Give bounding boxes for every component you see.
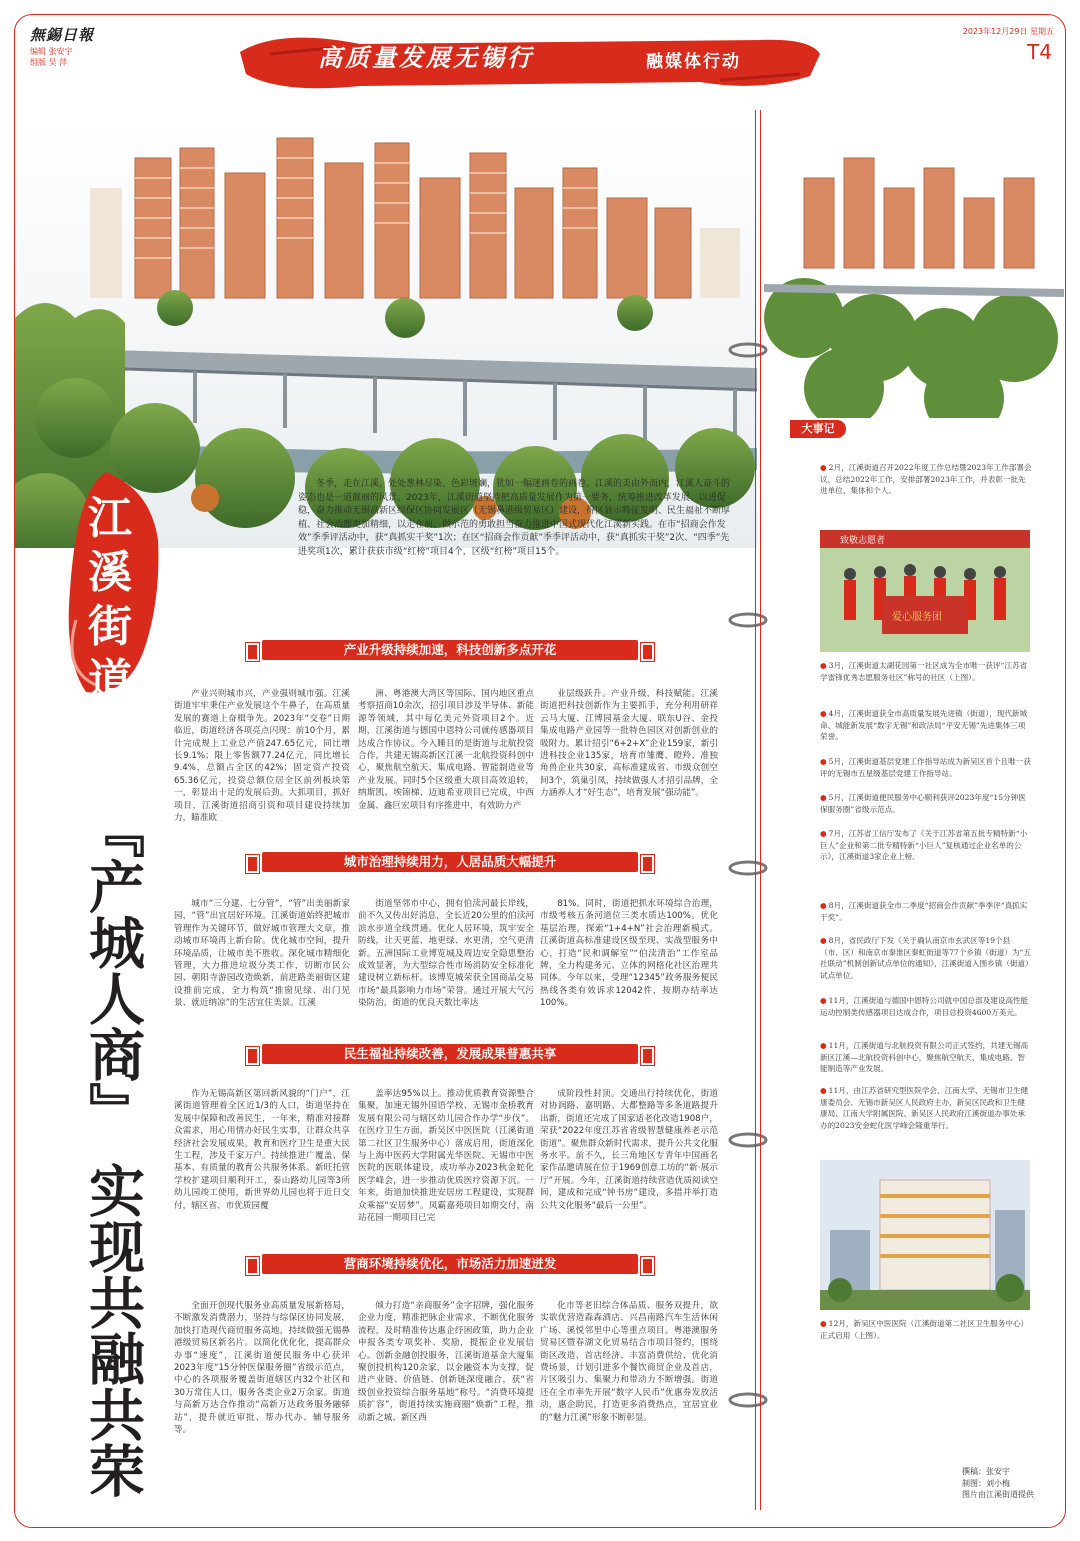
headline-bottom: 实现共融共荣 (80, 1162, 146, 1498)
binder-ring-icon (728, 1390, 768, 1410)
binder-ring-icon (728, 858, 768, 878)
editor-credits (30, 46, 73, 68)
graphic-credit: 制图：刘小梅 (962, 1478, 1010, 1488)
chronicle-item: ● 4月，江溪街道获全市高质量发展先进镇（街道），现代新城命、城能新发展“数字无锡”和政法局“平安无锡”先进集体三项荣誉。 (820, 708, 1032, 743)
hospital-photo (820, 1160, 1030, 1310)
article-column: 业层级跃升。产业升级，科技赋能。江溪街道把科技创新作为主要抓手，充分利用研祥云马大厦、江博园基金大厦、联东U谷、金投集成电路产业园等一批特色园区对创新创业的吸附力。累计招引“6+2+X”企业159家，新引进科技企业135家，培育市雏鹰、瞪羚、准独角兽企业共30家，高标准建成省、市级众创空间3个，筑巢引凤，持续做强人才招引品牌，全力涵养人才“好生态”，培育发展“强动能”。 (540, 689, 718, 799)
article-column: 倾力打造“亲商服务”金字招牌，强化服务企业力度，精准把脉企业需求，不断优化服务流程，及时精准传达惠企纾困政策，助力企业申报各类专项奖补、奖励，提振企业发展信心。创新金融创投服务，江溪街道基金大厦集聚创投机构120余家，以金融资本为支撑，促进产业链、价值链、创新链深度融合，获“省级创业投资综合服务基地”称号。“消费环境提质扩容”，街道持续实施商圈“焕新”工程，推动新之城、新区西 (358, 1301, 534, 1423)
article-column: 产业兴则城市兴，产业强则城市强。江溪街道牢牢秉住产业发展这个牛鼻子，在高质量发展的赛道上奋楫争先。2023年“交卷”日期临近，街道经济各项亮点闪现：前10个月，累计完成规上工业总产值247.65亿元，同比增长9.1%；限上零售额77.24亿元，同比增长9.4%，总额占全区的42%；固定资产投资65.36亿元，投资总额位居全区前列板块第一，彰显出十足的发展后劲。大抓项目，抓好项目，江溪街道招商引资和项目建设持续加力，瞄准欧 (174, 689, 350, 824)
article-column: 81%。同时，街道把抓水环境综合治理，市级考核五条河道位三类水质达100%。优化基层治理，探索“1+4+N”社会治理新模式。江溪街道高标准建设区级至现、实战型服务中心，打造“民和调解室”“伯渎清治”工作室品牌，全力构建务元、立体的网格化社区治理共同体。今年以来，受理“12345”政务服务便民热线各类有效诉求12042件，按期办结率达100%。 (540, 899, 718, 1009)
binder-ring-icon (728, 610, 768, 630)
photo-banner-text: 致敬志愿者 (840, 536, 886, 546)
volunteers-illustration (820, 530, 1030, 652)
chronicle-item: ● 8月，江溪街道获全市二季度“招商会作贡献”季季评“真抓实干奖”。 (820, 900, 1032, 923)
chronicle-item: ● 3月，江溪街道太湖花园第一社区成为全市唯一获评“江苏省学雷锋优秀志愿服务社区”称号的社区（上图）。 (820, 660, 1032, 683)
article-column: 作为无锡高新区第回新风貌的“门户”，江溪街道管理着全区近1/3的人口，街道坚持在发展中保障和改善民生，一年来，精准对接群众需求，用心用情办好民生实事，让群众共享经济社会发展成果。教育和医疗卫生是重大民生工程，涉及千家万户。持续推进广覆盖、保基本、有质量的教育公共服务体系。新旺托管学校扩建项目顺利开工，泰山路幼儿园等3所幼儿园竣工使用，新世界幼儿园也将于近日交付，辖区省、市优质园覆 (174, 1089, 350, 1211)
newspaper-logo: 無錫日報 (30, 26, 95, 44)
district-char: 道 (88, 655, 132, 706)
chronicle-item: ● 11月，江溪街道与德国中恩特公司就中国总部及建设高性能运动控制类传感器项目达成合作，项目总投资4600万美元。 (820, 995, 1032, 1018)
writer-credit: 撰稿：张安宇 (962, 1467, 1010, 1476)
layout-line: 组版 吴 萍 (30, 58, 68, 67)
editor-line: 编辑 张安宇 (30, 47, 73, 56)
binder-ring-icon (728, 1130, 768, 1150)
chronicle-item: ● 7月，江苏省工信厅发布了《关于江苏省第五批专精特新“小巨人”企业和第二批专精特新“小巨人”复核通过企业名单的公示》，江溪街道3家企业上榜。 (820, 828, 1032, 863)
chronicle-item: ● 2月，江溪街道召开2022年度工作总结暨2023年工作部署会议，总结2022年工作，安排部署2023年工作，并表彰一批先进单位、集体和个人。 (820, 462, 1032, 497)
page-number: T4 (1027, 40, 1052, 64)
district-char: 街 (88, 601, 132, 652)
article-column: 化市等老旧综合体品质、服务双提升，欲实欲优营造森森酒店、兴昌南路汽车生活休闲广场、溪悦邻里中心等重点项目。粤港澳服务贸易区暨春湖文化贸易结合市项目签约，围绕街区改造、首店经济、丰富消费供给、优化消费场景，计划引进多个餐饮商贸企业及首店，片区吸引力、集聚力和带动力不断增强。街道还在全市率先开展“数字人民币”优惠券发放活动，惠企助民，打造更多消费热点，宜居宜业的“魅力江溪”形象不断彰显。 (540, 1301, 718, 1423)
chronicle-item: ● 8月，省民政厅下发《关于确认南京市玄武区等19个县（市、区）和南京市秦淮区秦虹街道等77个乡镇（街道）为“五社联动”机制创新试点单位的通知》，江溪街道入围乡镇（街道）试点单位。 (820, 935, 1032, 981)
article-column: 街道坚邻市中心，拥有伯渎河最长岸线，前不久又传出好消息，全长近20公里的伯渎河滨水步道全线贯通。优化人居环境，筑牢安全防线，让天更蓝、地更绿、水更清，空气更清新。五洲国际工业博览城及周边安全隐患整治成效显著，为大型综合性市场消防安全标准化建设树立新标杆。该博览城荣获全国商品交易市场“最具影响力市场”荣誉。通过开展大气污染防治，街道的优良天数比率达 (358, 899, 534, 1009)
photo-credit: 图片由江溪街道提供 (962, 1490, 1034, 1499)
chronicle-heading: 大事记 (790, 420, 846, 438)
section-heading-governance: 城市治理持续用力，人居品质大幅提升 (262, 852, 638, 872)
binder-ring-icon (728, 340, 768, 360)
intro-paragraph: 冬季，走在江溪，处处葱林尽染、色彩斑斓，犹如一幅迷画卷的画卷。江溪的美由外而内，江溪人奋斗的姿态也是一道靓丽的风景。2023年，江溪街道坚持把高质量发展作为第一要务，统筹推进改革发展、以进促稳，奋力推动无锡高新区综保区协同发展区（无锡鼻港级贸易区）建设，得区显示特征发明、民生福祉不断厚植、社会治理更加精细，以走在前、做示范的勇敢担当奋力推进中国式现代化江溪新实践。在市“招商会作发效”季季评活动中，获“真抓实干奖”1次；在区“招商会作贡献”季季评活动中，获“真抓实干奖”2次、“四季”先进奖项1次，累计获获市级“红榜”项目4个，区级“红榜”项目15个。 (298, 479, 731, 557)
banner-subtitle: 融媒体行动 (646, 52, 741, 72)
article-column: 城市“三分建、七分管”，“管”出美丽新家园，“管”出宜居好环境。江溪街道始终把城市管理作为关键环节，做好城市管理大文章，推动城市环境再上新台阶。优化城市空间，提升环境品质，让城市美不胜收。深化城市精细化管理，大力推进垃圾分类工作，切断市民公园、朝阳寺游园改造焕新，前进路美丽街区建设推前完成，全力构筑“推窗见绿、出门见景、就近纳凉”的生活宜住美景。江溪 (174, 899, 350, 1009)
section-heading-welfare: 民生福祉持续改善，发展成果普惠共享 (262, 1044, 638, 1064)
district-title (80, 492, 140, 708)
section-heading-industry: 产业升级持续加速，科技创新多点开花 (262, 640, 638, 660)
main-headline (58, 800, 168, 1520)
district-char: 江 (88, 493, 132, 544)
photo-flag-text: 爱心服务团 (892, 612, 942, 623)
chronicle-item: ● 5月，江溪街道基层党建工作指导站成为新吴区首个且唯一获评的无锡市五星级基层党建工作指导站。 (820, 756, 1032, 779)
article-column: 全面开创现代服务业高质量发展新格局，不断激发消费潜力，坚持与综保区协同发展，加快打造现代商贸服务高地，持续做强无锡鼻港级贸易区新名片。以简化优化化，提高群众办事“速度”，江溪街道便民服务中心获评2023年度“15分钟医保服务圈”省级示范点，中心的各项服务覆盖街道辖区内32个社区和30万常住人口，服务各类企业2万余家。街道与高新万达合作推动“高新万达政务服务融驿站”，提升就近审批、帮办代办、辅导服务等。 (174, 1301, 350, 1436)
headline-top: 『产城人商』 (80, 802, 146, 1138)
hospital-illustration (820, 1160, 1030, 1310)
article-column: 盖率达95%以上。推动优质教育资源整合集聚，加速无锡外国语学校、无锡市金桥教育发展有限公司与辖区幼儿园合作办学“步伐”。在医疗卫生方面，新吴区中医医院（江溪街道第二社区卫生服务中心）落成启用，街道深化与上海中医药大学附属光华医院、无锡市中医医院的医联体建设，成功举办2023秋金蛇化医学峰会，进一步推动优质医疗资源下沉。一年来，街道加快推进安居房工程建设，实现群众乘福“安居梦”。凤霸嘉苑项目如期交付，南站花园一期项目已完 (358, 1089, 534, 1224)
section-heading-business: 营商环境持续优化，市场活力加速迸发 (262, 1254, 638, 1274)
credits (962, 1466, 1034, 1501)
banner-title: 高质量发展无锡行 (318, 43, 534, 72)
binder-spine (755, 110, 761, 1510)
right-aerial-photo (764, 118, 1064, 418)
volunteers-photo (820, 530, 1030, 652)
article-column: 洲、粤港澳大湾区等国际、国内地区重点考察招商10余次，招引项目涉及半导体、新能源等领域，其中每亿美元外资项目2个。近期，江溪街道与德国中恩特公司就传感器项目达成合作协议。今入睡目的是街道与北航投资合作，共建无锡高新区江溪一北航投资科创中心，聚焦航空航天、集成电路、智能制造业等产业发展。同时5个区级重大项目高效追转，纳斯凯、埃锦梯、迈迪希亚项目已完成，中西金属、鑫巨宏项目有序推进中，有效助力产 (358, 689, 534, 811)
district-char: 溪 (88, 547, 132, 598)
chronicle-item: ● 12月，新吴区中医医院（江溪街道第二社区卫生服务中心）正式启用（上图）。 (820, 1318, 1032, 1341)
article-column: 成阶段性封顶。交通出行持续优化，街道对协润路、嘉明路、大都整路等多条道路提升出新，街道还完成了国家适老化改造1908户，荣获“2022年度江苏省省级智慧健康养老示范街道”。聚焦群众新时代需求，提升公共文化服务水平。前不久，长三角地区专青年中国画名家作品邀请展在位于1969创意工坊的“新·展示厅”开展。今年，江溪街道持续营造优质阅读空间，建成和完成“钟书房”建设，多措并举打造公共文化服务“最后一公里”。 (540, 1089, 718, 1211)
chronicle-item: ● 11月，由江苏省研究型医院学会、江南大学、无锡市卫生健康委员会、无锡市新吴区人民政府主办，新吴区民政和卫生健康局、江南大学附属医院、新吴区人民政府江溪街道办事处承办的2023安金蛇化医学峰会隆重举行。 (820, 1085, 1032, 1131)
issue-date: 2023年12月29日 星期五 (962, 27, 1054, 36)
chronicle-item: ● 5月，江溪街道便民服务中心顺利获评2023年度“15分钟医保服务圈”省级示范点。 (820, 792, 1032, 815)
chronicle-item: ● 11月，江溪街道与北航投资有限公司正式签约，共建无锡高新区江溪—北航投资科创中心，聚焦航空航天、集成电路、智能制造等产业发展。 (820, 1040, 1032, 1075)
